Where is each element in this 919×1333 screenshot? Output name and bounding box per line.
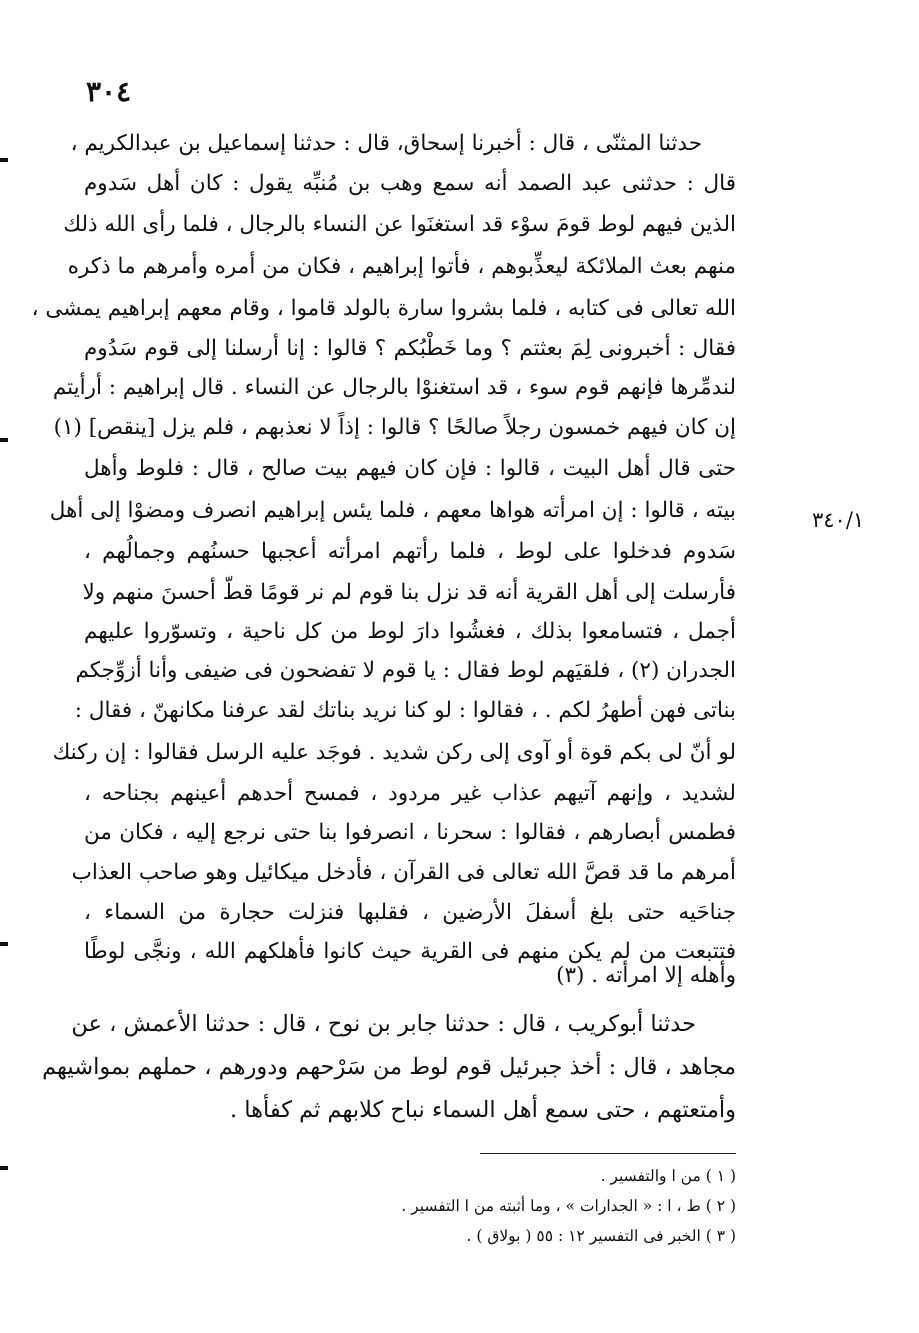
text-line: وأمتعتهم ، حتى سمع أهل السماء نباح كلابهم ثم كفأها . bbox=[229, 1097, 736, 1123]
text-line: فأرسلت إلى أهل القرية أنه قد نزل بنا قوم لم نر قومًا قطّ أحسنَ منهم ولا bbox=[82, 580, 736, 605]
text-line: الذين فيهم لوط قومَ سوْء قد استغنَوا عن النساء بالرجال ، فلما رأى الله ذلك bbox=[63, 212, 736, 237]
text-line: الله تعالى فى كتابه ، فلما بشروا سارة بالولد قاموا ، وقام معهم إبراهيم يمشى ، bbox=[31, 296, 736, 321]
text-line: أجمل ، فتسامعوا بذلك ، فغشُوا دارَ لوط من كل ناحية ، وتسوّروا عليهم bbox=[84, 619, 736, 644]
text-line: لو أنّ لى بكم قوة أو آوى إلى ركن شديد . فوجَد عليه الرسل فقالوا : إن ركنك bbox=[52, 740, 736, 765]
footnote-separator bbox=[480, 1153, 736, 1154]
text-line: جناحَيه حتى بلغ أسفلَ الأرضين ، فقلبها فنزلت حجارة من السماء ، bbox=[84, 900, 736, 925]
text-line: بيته ، قالوا : إن امرأته هواها معهم ، فلما يئس إبراهيم انصرف ومضوْا إلى أهل bbox=[49, 498, 736, 523]
text-line: الجدران (٢) ، فلقيَهم لوط فقال : يا قوم لا تفضحون فى ضيفى وأنا أزوِّجكم bbox=[75, 658, 736, 683]
text-line: حدثنا المثنّى ، قال : أخبرنا إسحاق، قال : حدثنا إسماعيل بن عبدالكريم ، bbox=[70, 131, 702, 156]
footnote: ( ٢ ) ط ، ا : « الجدارات » ، وما أثبته من ا التفسير . bbox=[401, 1197, 736, 1215]
text-line: وأهله إلا امرأته . (٣) bbox=[556, 963, 736, 988]
text-line: أمرهم ما قد قصَّ الله تعالى فى القرآن ، فأدخل ميكائيل وهو صاحب العذاب bbox=[71, 860, 736, 885]
text-line: مجاهد ، قال : أخذ جبرئيل قوم لوط من سَرْحهم ودورهم ، حملهم بمواشيهم bbox=[42, 1054, 736, 1080]
text-line: حتى قال أهل البيت ، قالوا : فإن كان فيهم بيت صالح ، قال : فلوط وأهل bbox=[84, 456, 736, 481]
margin-tick bbox=[0, 1166, 8, 1170]
text-line: إن كان فيهم خمسون رجلاً صالحًا ؟ قالوا : إذاً لا نعذبهم ، فلم يزل [ينقص] (١) bbox=[53, 415, 736, 440]
text-line: منهم بعث الملائكة ليعذِّبوهم ، فأتوا إبراهيم ، فكان من أمره وأمرهم ما ذكره bbox=[67, 254, 736, 279]
text-line: حدثنا أبوكريب ، قال : حدثنا جابر بن نوح ، قال : حدثنا الأعمش ، عن bbox=[71, 1011, 696, 1037]
footnote: ( ١ ) من ا والتفسير . bbox=[600, 1167, 736, 1185]
text-line: قال : حدثنى عبد الصمد أنه سمع وهب بن مُنبِّه يقول : كان أهل سَدوم bbox=[84, 171, 736, 196]
text-line: فطمس أبصارهم ، فقالوا : سحرنا ، انصرفوا بنا حتى نرجع إليه ، فكان من bbox=[84, 820, 736, 845]
margin-tick bbox=[0, 942, 8, 946]
text-line: بناتى فهن أطهرُ لكم . ، فقالوا : لو كنا نريد بناتك لقد عرفنا مكانهنّ ، فقال : bbox=[74, 698, 736, 723]
footnote: ( ٣ ) الخبر فى التفسير ١٢ : ٥٥ ( بولاق ) . bbox=[466, 1227, 736, 1245]
text-line: لندمِّرها فإنهم قوم سوء ، قد استغنوْا بالرجال عن النساء . قال إبراهيم : أرأيتم bbox=[52, 375, 736, 400]
text-line: فتتبعت من لم يكن منهم فى القرية حيث كانوا فأهلكهم الله ، ونجَّى لوطًا bbox=[84, 939, 736, 964]
page-number: ٣٠٤ bbox=[86, 75, 132, 108]
text-line: سَدوم فدخلوا على لوط ، فلما رأتهم امرأته أعجبها حسنُهم وجمالُهم ، bbox=[84, 539, 736, 564]
margin-tick bbox=[0, 158, 8, 162]
margin-tick bbox=[0, 438, 8, 442]
text-line: لشديد ، وإنهم آتيهم عذاب غير مردود ، فمسح أحدهم أعينهم بجناحه ، bbox=[84, 781, 736, 806]
text-line: فقال : أخبرونى لِمَ بعثتم ؟ وما خَطْبُكم ؟ قالوا : إنا أرسلنا إلى قوم سَدُوم bbox=[84, 336, 736, 361]
side-reference: ٣٤٠/١ bbox=[812, 508, 865, 532]
